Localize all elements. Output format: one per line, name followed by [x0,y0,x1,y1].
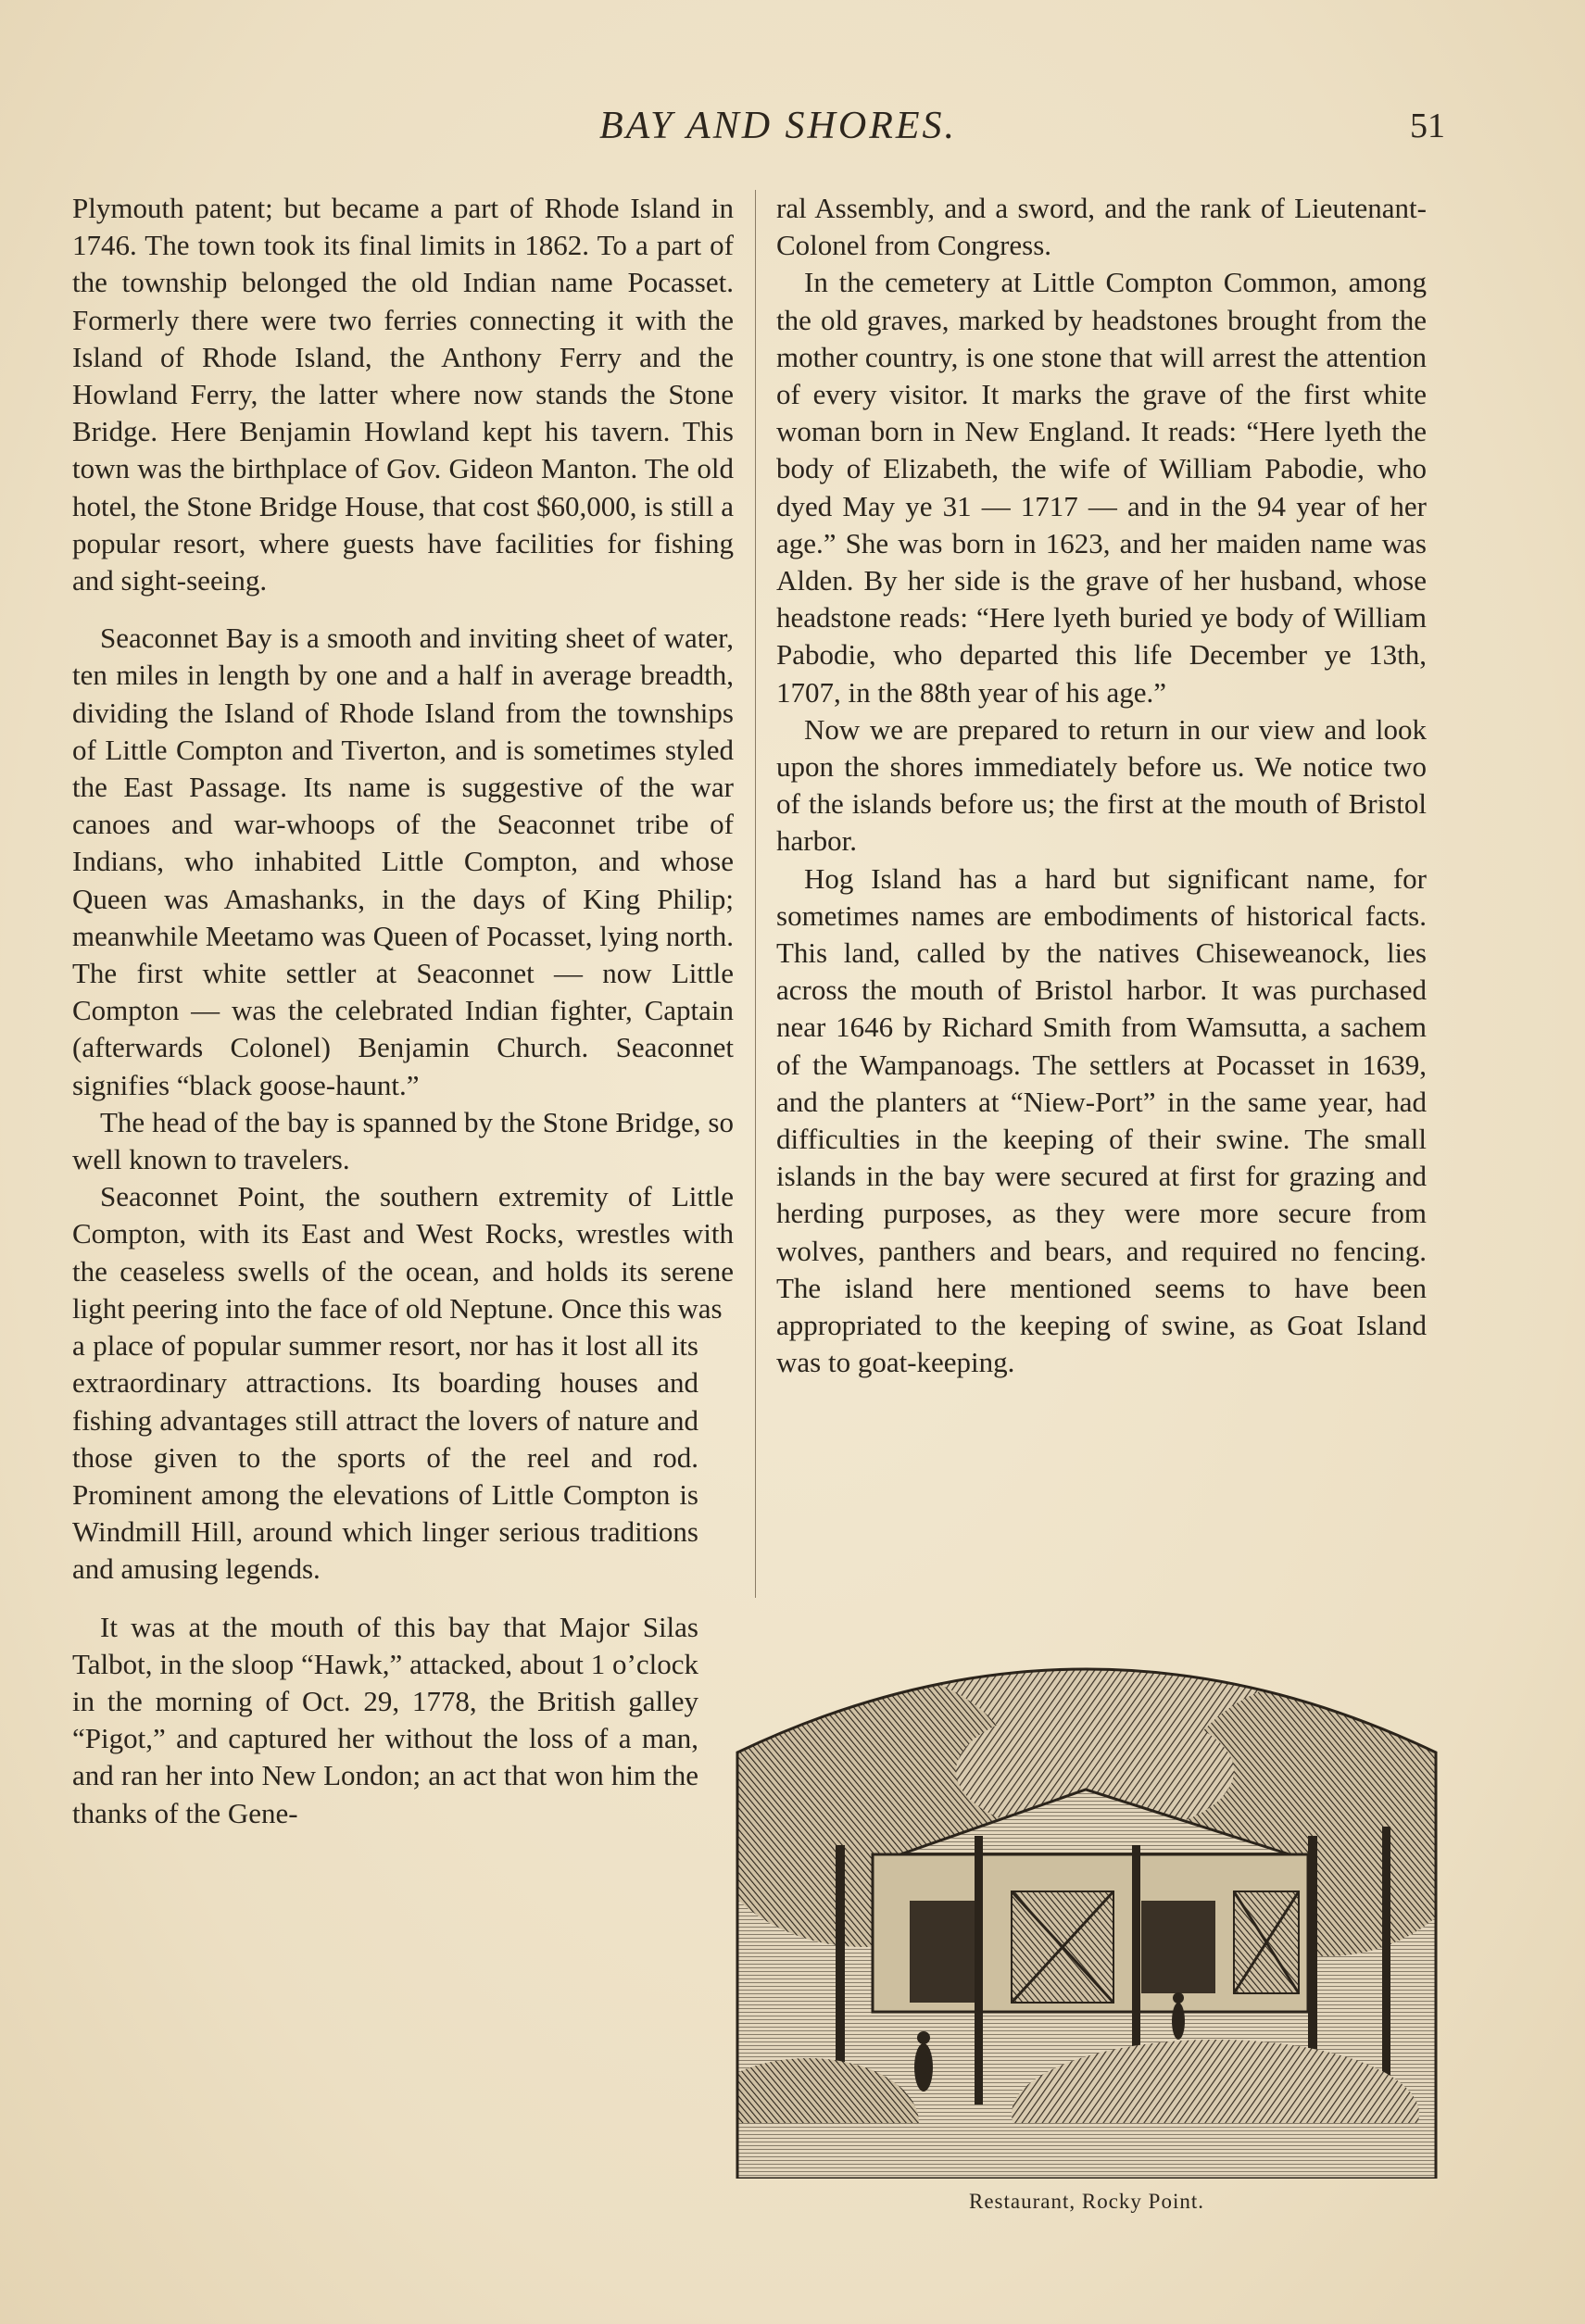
left-column [72,190,734,1832]
restaurant-engraving [734,1623,1440,2179]
right-column [776,190,1427,1382]
paragraph: It was at the mouth of this bay that Major Silas Talbot, in the sloop “Hawk,” attacked, about 1 o’clock in the morning of Oct. 29, 1778, the British galley “Pigot,” and captured her without the loss of a man, and ran her into New London; an act that won him the thanks of the Gene- [72,1610,698,1829]
paragraph: Seaconnet Bay is a smooth and inviting sheet of water, ten miles in length by one and a half in average breadth, dividing the Island of Rhode Island from the townships of Little Compton and Tiverton, and is sometimes styled the East Passage. Its name is suggestive of the war canoes and war-whoops of the Seaconnet tribe of Indians, who inhabited Little Compton, and whose Queen was Amashanks, in the days of King Philip; meanwhile Meetamo was Queen of Pocasset, lying north. The first white settler at Seaconnet — now Little Compton — was the celebrated Indian fighter, Captain (afterwards Colonel) Benjamin Church. Seaconnet signifies “black goose-haunt.” [72,622,734,1101]
paragraph: In the cemetery at Little Compton Common, among the old graves, marked by headstones brought from the mother country, is one stone that will arrest the attention of every visitor. It marks the grave of the first white woman born in New England. It reads: “Here lyeth the body of Elizabeth, the wife of William Pabodie, who dyed May ye 31 — 1717 — and in the 94 year of her age.” She was born in 1623, and her maiden name was Alden. By her side is the grave of her husband, whose headstone reads: “Here lyeth buried ye body of William Pabodie, who departed this life December ye 13th, 1707, in the 88th year of his age.” [776,266,1427,709]
paragraph: The head of the bay is spanned by the Stone Bridge, so well known to travelers. [72,1105,734,1176]
running-header: BAY AND SHORES. [598,105,958,147]
paragraph: Now we are prepared to return in our view and look upon the shores immediately before us. We notice two of the islands before us; the first at the mouth of Bristol harbor. [776,712,1427,858]
page-number: 51 [1410,107,1445,145]
paragraph: ral Assembly, and a sword, and the rank of Lieutenant-Colonel from Congress. [776,192,1427,262]
illustration-caption: Restaurant, Rocky Point. [969,2190,1204,2213]
paragraph: Hog Island has a hard but significant name, for sometimes names are embodiments of historical facts. This land, called by the natives Chiseweanock, lies across the mouth of Bristol harbor. It was purchased near 1646 by Richard Smith from Wamsutta, a sachem of the Wampanoags. The settlers at Pocasset in 1639, and the planters at “Niew-Port” in the same year, had difficulties in the keeping of their swine. The small islands in the bay were secured at first for grazing and herding purposes, as they were more secure from wolves, panthers and bears, and required no fencing. The island here mentioned seems to have been appropriated to the keeping of swine, as Goat Island was to goat-keeping. [776,861,1427,1379]
paragraph: a place of popular summer resort, nor has it lost all its extraordinary attractions. Its boarding houses and fishing advantages still attract the lovers of nature and those given to the sports of the reel and rod. Prominent among the elevations of Little Compton is Windmill Hill, around which linger serious traditions and amusing legends. [72,1329,698,1586]
paragraph: Plymouth patent; but became a part of Rhode Island in 1746. The town took its final limits in 1862. To a part of the township belonged the old Indian name Pocasset. Formerly there were two ferries connecting it with the Island of Rhode Island, the Anthony Ferry and the Howland Ferry, the latter where now stands the Stone Bridge. Here Benjamin Howland kept his tavern. This town was the birthplace of Gov. Gideon Manton. The old hotel, the Stone Bridge House, that cost $60,000, is still a popular resort, where guests have facilities for fishing and sight-seeing. [72,192,734,597]
column-divider [755,190,756,1598]
paragraph: Seaconnet Point, the southern extremity of Little Compton, with its East and West Rocks, wrestles with the ceaseless swells of the ocean, and holds its serene light peering into the face of old Neptune. Once this was [72,1180,734,1325]
